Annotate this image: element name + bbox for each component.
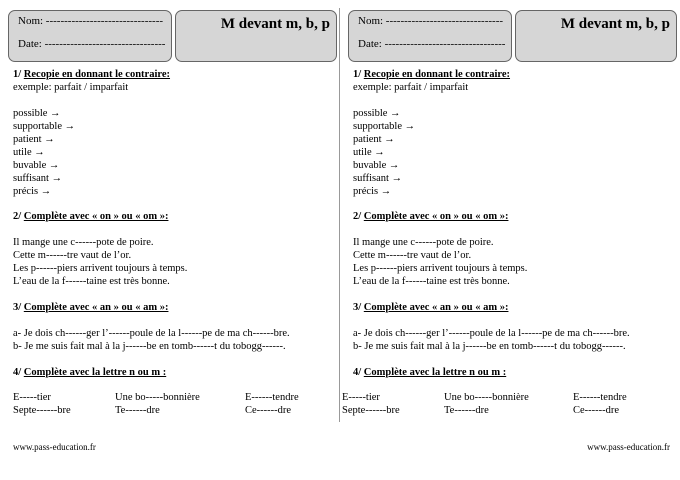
word-item: utile →	[13, 147, 45, 158]
word-item: E-----tier	[342, 392, 380, 403]
exercise4-heading: 4/ Complète avec la lettre n ou m :	[13, 367, 167, 378]
word-item: supportable →	[13, 121, 76, 132]
sentence-item: a- Je dois ch------ger l’------poule de la l------pe de ma ch------bre.	[13, 328, 290, 339]
word-item: Te------dre	[115, 405, 160, 416]
word-item: précis →	[13, 186, 52, 197]
name-date-box	[348, 10, 512, 62]
exercise1-example: exemple: parfait / imparfait	[353, 82, 469, 93]
sentence-item: L’eau de la f------taine est très bonne.	[13, 276, 170, 287]
date-field: Date: ---------------------------------	[18, 38, 166, 50]
word-item: suffisant →	[353, 173, 403, 184]
title-box	[175, 10, 337, 62]
word-item: Ce------dre	[245, 405, 292, 416]
footer-url: www.pass-education.fr	[13, 442, 96, 452]
exercise1-heading: 1/ Recopie en donnant le contraire:	[353, 69, 511, 80]
word-item: Septe------bre	[13, 405, 71, 416]
exercise1-heading: 1/ Recopie en donnant le contraire:	[13, 69, 171, 80]
word-item: utile →	[353, 147, 385, 158]
word-item: patient →	[13, 134, 55, 145]
sentence-item: a- Je dois ch------ger l’------poule de la l------pe de ma ch------bre.	[353, 328, 630, 339]
date-field: Date: ---------------------------------	[358, 38, 506, 50]
sentence-item: b- Je me suis fait mal à la j------be en tomb------t du tobogg------.	[353, 341, 626, 352]
sentence-item: Il mange une c------pote de poire.	[13, 237, 154, 248]
sentence-item: b- Je me suis fait mal à la j------be en tomb------t du tobogg------.	[13, 341, 286, 352]
page-title: M devant m, b, p	[560, 16, 670, 32]
exercise3-heading: 3/ Complète avec « an » ou « am »:	[13, 302, 169, 313]
word-item: Ce------dre	[573, 405, 620, 416]
exercise4-heading: 4/ Complète avec la lettre n ou m :	[353, 367, 507, 378]
word-item: Une bo-----bonnière	[444, 392, 529, 403]
name-date-box	[8, 10, 172, 62]
word-item: patient →	[353, 134, 395, 145]
title-box	[515, 10, 677, 62]
exercise1-example: exemple: parfait / imparfait	[13, 82, 129, 93]
sentence-item: L’eau de la f------taine est très bonne.	[353, 276, 510, 287]
sentence-item: Les p------piers arrivent toujours à temps.	[353, 263, 528, 274]
word-item: précis →	[353, 186, 392, 197]
word-item: E-----tier	[13, 392, 51, 403]
word-item: E------tendre	[245, 392, 299, 403]
name-field: Nom: --------------------------------	[358, 15, 504, 27]
exercise2-heading: 2/ Complète avec « on » ou « om »:	[353, 211, 509, 222]
footer-url: www.pass-education.fr	[587, 442, 670, 452]
word-item: buvable →	[353, 160, 400, 171]
word-item: Une bo-----bonnière	[115, 392, 200, 403]
sentence-item: Il mange une c------pote de poire.	[353, 237, 494, 248]
exercise3-heading: 3/ Complète avec « an » ou « am »:	[353, 302, 509, 313]
word-item: Septe------bre	[342, 405, 400, 416]
word-item: possible →	[13, 108, 61, 119]
exercise2-heading: 2/ Complète avec « on » ou « om »:	[13, 211, 169, 222]
word-item: possible →	[353, 108, 401, 119]
word-item: suffisant →	[13, 173, 63, 184]
word-item: E------tendre	[573, 392, 627, 403]
sentence-item: Cette m------tre vaut de l’or.	[13, 250, 132, 261]
worksheet-right	[340, 0, 680, 480]
page-title: M devant m, b, p	[220, 16, 330, 32]
word-item: buvable →	[13, 160, 60, 171]
name-field: Nom: --------------------------------	[18, 15, 164, 27]
sentence-item: Cette m------tre vaut de l’or.	[353, 250, 472, 261]
word-item: supportable →	[353, 121, 416, 132]
word-item: Te------dre	[444, 405, 489, 416]
sentence-item: Les p------piers arrivent toujours à temps.	[13, 263, 188, 274]
